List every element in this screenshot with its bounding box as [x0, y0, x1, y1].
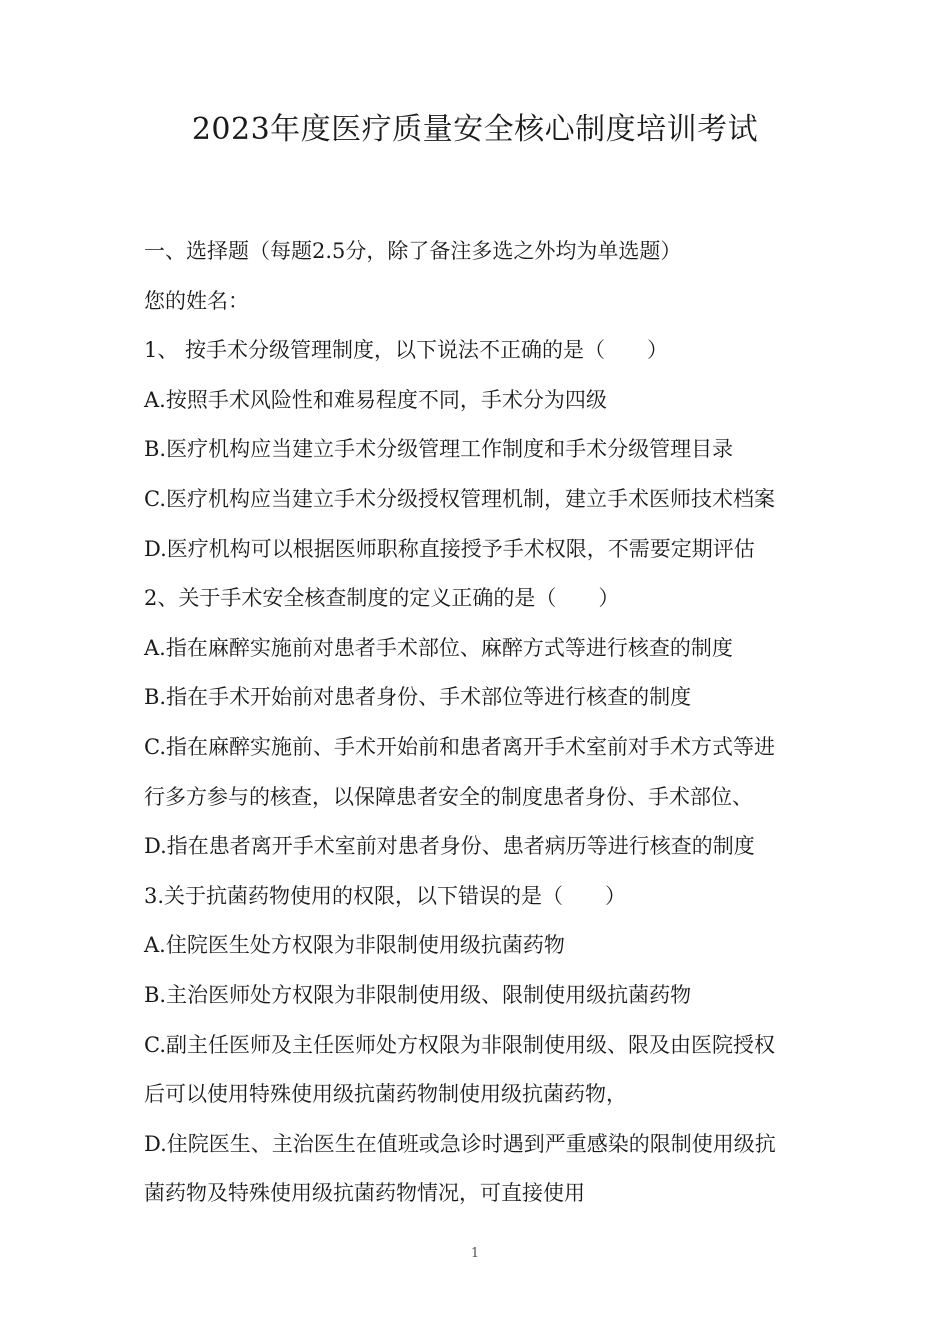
question-1-option-d: D.医疗机构可以根据医师职称直接授予手术权限，不需要定期评估	[144, 536, 755, 561]
name-field-label: 您的姓名：	[144, 288, 249, 313]
page-number: 1	[470, 1246, 480, 1261]
question-3-option-c-continued: 后可以使用特殊使用级抗菌药物制使用级抗菌药物，	[144, 1082, 627, 1107]
question-1-option-c: C.医疗机构应当建立手术分级授权管理机制，建立手术医师技术档案	[144, 486, 775, 511]
question-3: 3.关于抗菌药物使用的权限，以下错误的是（ ）	[144, 883, 627, 908]
question-3-option-d-continued: 菌药物及特殊使用级抗菌药物情况，可直接使用	[144, 1181, 585, 1206]
document-title: 2023年度医疗质量安全核心制度培训考试	[191, 112, 759, 147]
question-3-option-d: D.住院医生、主治医生在值班或急诊时遇到严重感染的限制使用级抗	[144, 1131, 776, 1156]
question-2-option-a: A.指在麻醉实施前对患者手术部位、麻醉方式等进行核查的制度	[144, 635, 733, 660]
question-2-option-c: C.指在麻醉实施前、手术开始前和患者离开手术室前对手术方式等进	[144, 734, 775, 759]
question-2-option-c-continued: 行多方参与的核查，以保障患者安全的制度患者身份、手术部位、	[144, 784, 753, 809]
question-3-option-b: B.主治医师处方权限为非限制使用级、限制使用级抗菌药物	[144, 982, 692, 1007]
question-2-option-b: B.指在手术开始前对患者身份、手术部位等进行核查的制度	[144, 685, 692, 710]
question-body	[144, 227, 824, 1219]
question-3-option-c: C.副主任医师及主任医师处方权限为非限制使用级、限及由医院授权	[144, 1032, 775, 1057]
question-2-option-d: D.指在患者离开手术室前对患者身份、患者病历等进行核查的制度	[144, 834, 755, 859]
question-2: 2、关于手术安全核查制度的定义正确的是（ ）	[144, 586, 620, 611]
question-1-option-b: B.医疗机构应当建立手术分级管理工作制度和手术分级管理目录	[144, 437, 734, 462]
section-heading: 一、选择题（每题2.5分，除了备注多选之外均为单选题）	[144, 239, 682, 263]
question-1: 1、 按手术分级管理制度，以下说法不正确的是（ ）	[144, 338, 669, 363]
question-3-option-a: A.住院医生处方权限为非限制使用级抗菌药物	[144, 933, 565, 958]
question-1-option-a: A.按照手术风险性和难易程度不同，手术分为四级	[144, 387, 607, 412]
